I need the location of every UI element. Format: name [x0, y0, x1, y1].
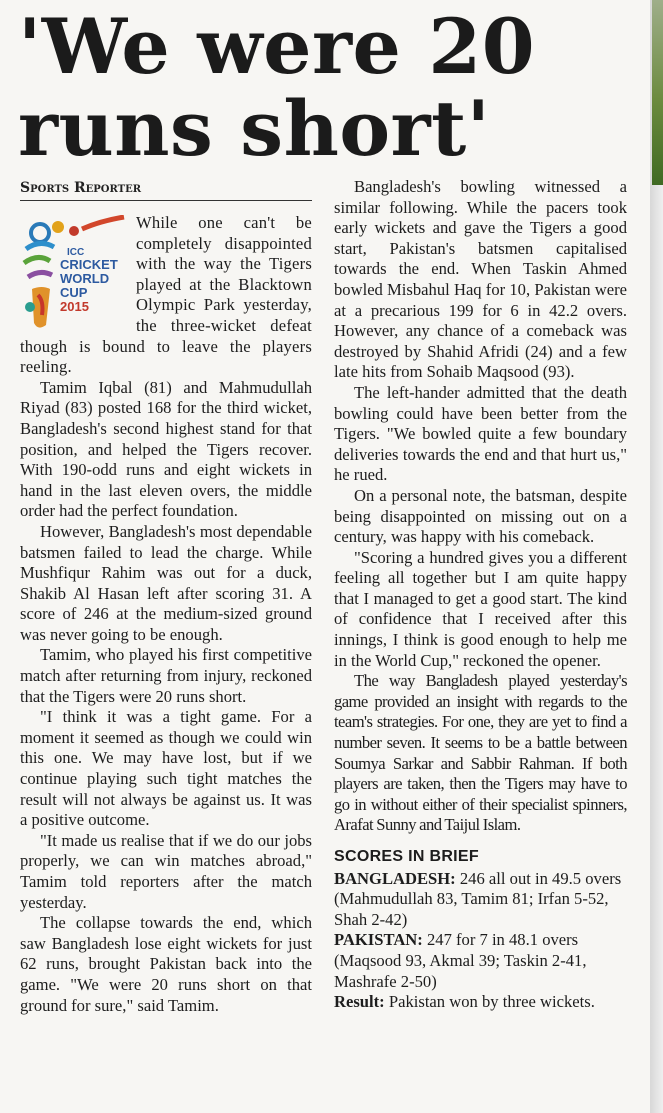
- cricket-world-cup-logo: [20, 215, 128, 333]
- paragraph: "I think it was a tight game. For a moment it seemed as though we could win this one. We may have lost, but if we continue playing such tight matches the result will not always be against us. It was a positive outcome.: [20, 707, 312, 830]
- paragraph: "Scoring a hundred gives you a different feeling all together but I am quite happy that I managed to get a good start. The kind of confidence that I received after this innings, I think is good enough to help me in the World Cup," reckoned the opener.: [334, 547, 627, 670]
- logo-text-icc: ICC: [67, 247, 85, 258]
- pakistan-label: PAKISTAN:: [334, 930, 423, 950]
- scores-in-brief-title: SCORES IN BRIEF: [334, 848, 479, 865]
- logo-text-cricket: CRICKET: [60, 257, 118, 272]
- adjacent-photo-edge: [652, 0, 663, 185]
- byline: Sports Reporter: [20, 180, 312, 201]
- article-column-1: [20, 213, 312, 1016]
- paragraph: Bangladesh's bowling witnessed a similar following. While the pacers took early wickets and gave the Tigers a good start, Pakistan's batsmen capitalised towards the end. When Taskin Ahmed bowled Misbahul Haq for 10, Pakistan were at a precarious 199 for 6 in 42.2 overs. However, any chance of a comeback was destroyed by Shahid Afridi (24) and a few late hits from Sohaib Maqsood (93).: [334, 177, 627, 382]
- paragraph: On a personal note, the batsman, despite being disappointed on missing out on a century, was happy with his comeback.: [334, 485, 627, 547]
- paragraph: However, Bangladesh's most dependable batsmen failed to lead the charge. While Mushfiqur Rahim was out for a duck, Shakib Al Hasan left after scoring 31. A score of 246 at the medium-sized ground was never going to be enough.: [20, 521, 312, 644]
- logo-text-year: 2015: [60, 299, 89, 314]
- paragraph: The collapse towards the end, which saw Bangladesh lose eight wickets for just 62 runs, brought Pakistan back into the game. "We were 20 runs short on that ground for sure," said Tamim.: [20, 913, 312, 1015]
- logo-text-world: WORLD: [60, 271, 110, 286]
- result-label: Result:: [334, 992, 385, 1012]
- scores-in-brief: [334, 847, 627, 1013]
- paragraph: The left-hander admitted that the death bowling could have been better from the Tigers. "We bowled quite a few boundary deliveries towards the end and that hurt us," he rued.: [334, 382, 627, 485]
- paragraph: The way Bangladesh played yesterday's game provided an insight with regards to the team's strategies. For one, they are yet to find a number seven. It seems to be a battle between Soumya Sarkar and Sabbir Rahman. If both players are taken, then the Tigers may have to go in without either of their specialist spinners, Arafat Sunny and Taijul Islam.: [334, 671, 627, 835]
- pakistan-score-text: 247 for 7 in 48.1 overs (Maqsood 93, Akmal 39; Taskin 2-41, Mashrafe 2-50): [334, 930, 587, 991]
- article-column-2: [334, 177, 627, 1013]
- paragraph: Tamim Iqbal (81) and Mahmudullah Riyad (83) posted 168 for the third wicket, Bangladesh's second highest stand for that position, and helped the Tigers recover. With 190-odd runs and eight wickets in hand in the last eleven overs, the middle order had the perfect foundation.: [20, 377, 312, 521]
- paragraph: Tamim, who played his first competitive match after returning from injury, reckoned that the Tigers were 20 runs short.: [20, 645, 312, 706]
- bangladesh-label: BANGLADESH:: [334, 868, 456, 888]
- match-result: [334, 992, 627, 1013]
- headline: 'We were 20 runs short': [18, 2, 536, 173]
- result-text: Pakistan won by three wickets.: [388, 992, 595, 1012]
- paragraph: "It made us realise that if we do our jobs properly, we can win matches abroad," Tamim told reporters after the match yesterday.: [20, 830, 312, 912]
- pakistan-score: [334, 930, 627, 992]
- logo-text-cup: CUP: [60, 285, 88, 300]
- bangladesh-score-text: 246 all out in 49.5 overs (Mahmudullah 83, Tamim 81; Irfan 5-52, Shah 2-42): [334, 868, 622, 929]
- paragraph: While one can't be completely disappointed with the way the Tigers played at the Blacktown Olympic Park yesterday, the three-wicket defeat though is bound to leave the players reeling.: [20, 213, 312, 377]
- bangladesh-score: [334, 869, 627, 931]
